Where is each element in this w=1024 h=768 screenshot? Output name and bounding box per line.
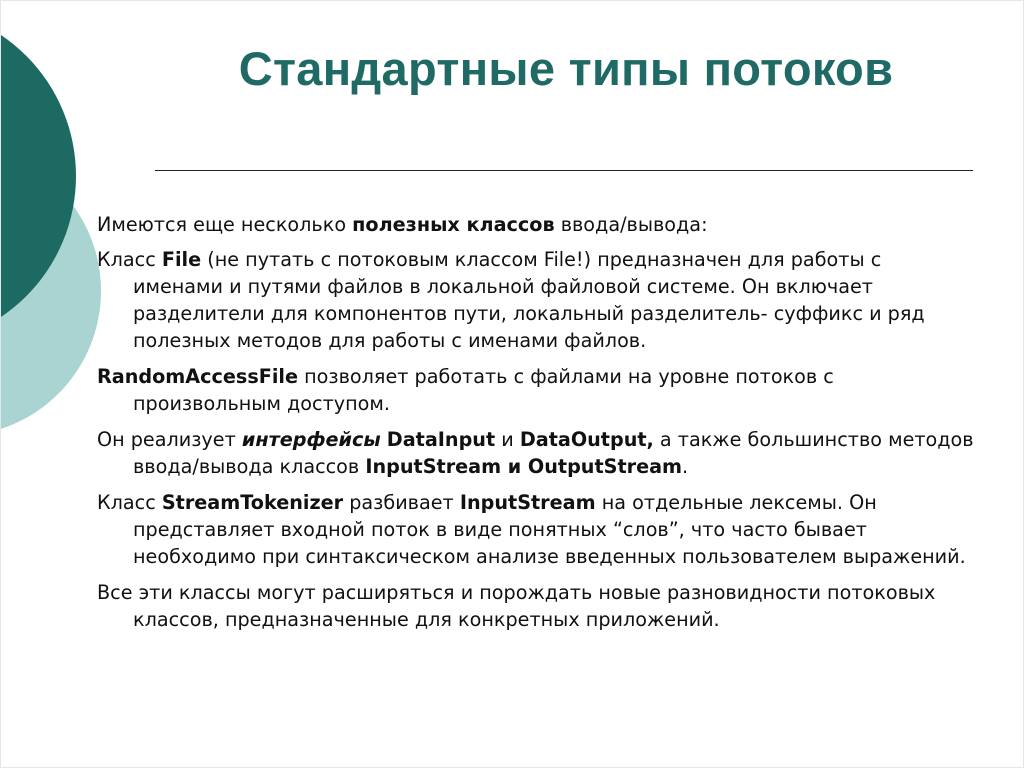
emphasis-run: интерфейсы xyxy=(241,428,381,451)
text-run: на отдельные лексемы. Он представляет входной поток в виде понятных “слов”, что часто бывает необходимо при синтаксическом анализе введенных пользователем выражений. xyxy=(133,491,966,568)
text-run: Имеются еще несколько xyxy=(97,213,353,236)
body-paragraph xyxy=(97,246,977,354)
emphasis-run: InputStream xyxy=(459,491,596,514)
body-paragraph xyxy=(97,363,977,417)
emphasis-run: DataOutput, xyxy=(519,428,654,451)
text-run: и xyxy=(495,428,520,451)
emphasis-run: DataInput xyxy=(386,428,496,451)
title-divider xyxy=(155,170,973,171)
slide-body xyxy=(97,211,977,642)
emphasis-run: InputStream и OutputStream xyxy=(365,455,683,478)
emphasis-run: полезных классов xyxy=(352,213,555,236)
text-run: . xyxy=(682,455,689,478)
text-run: Все эти классы могут расширяться и порождать новые разновидности потоковых классов, предназначенные для конкретных приложений. xyxy=(97,581,936,631)
text-run: Он реализует xyxy=(97,428,242,451)
text-run: Класс xyxy=(97,491,162,514)
body-paragraph xyxy=(97,211,977,238)
body-paragraph xyxy=(97,426,977,480)
text-run: позволяет работать с файлами на уровне потоков с произвольным доступом. xyxy=(133,365,834,415)
slide-title: Стандартные типы потоков xyxy=(238,42,894,95)
body-paragraph xyxy=(97,579,977,633)
text-run: разбивает xyxy=(343,491,460,514)
text-run: а также большинство методов ввода/вывода классов xyxy=(133,428,974,478)
emphasis-run: StreamTokenizer xyxy=(161,491,344,514)
text-run: Класс xyxy=(97,248,162,271)
emphasis-run: RandomAccessFile xyxy=(97,365,299,388)
text-run: ввода/вывода: xyxy=(554,213,708,236)
emphasis-run: File xyxy=(161,248,202,271)
body-paragraph xyxy=(97,489,977,570)
text-run: (не путать с потоковым классом File!) предназначен для работы с именами и путями файлов в локальной файловой системе. Он включает разделители для компонентов пути, локальный разделитель- суффикс и ряд полезных методов для работы с именами файлов. xyxy=(133,248,925,352)
